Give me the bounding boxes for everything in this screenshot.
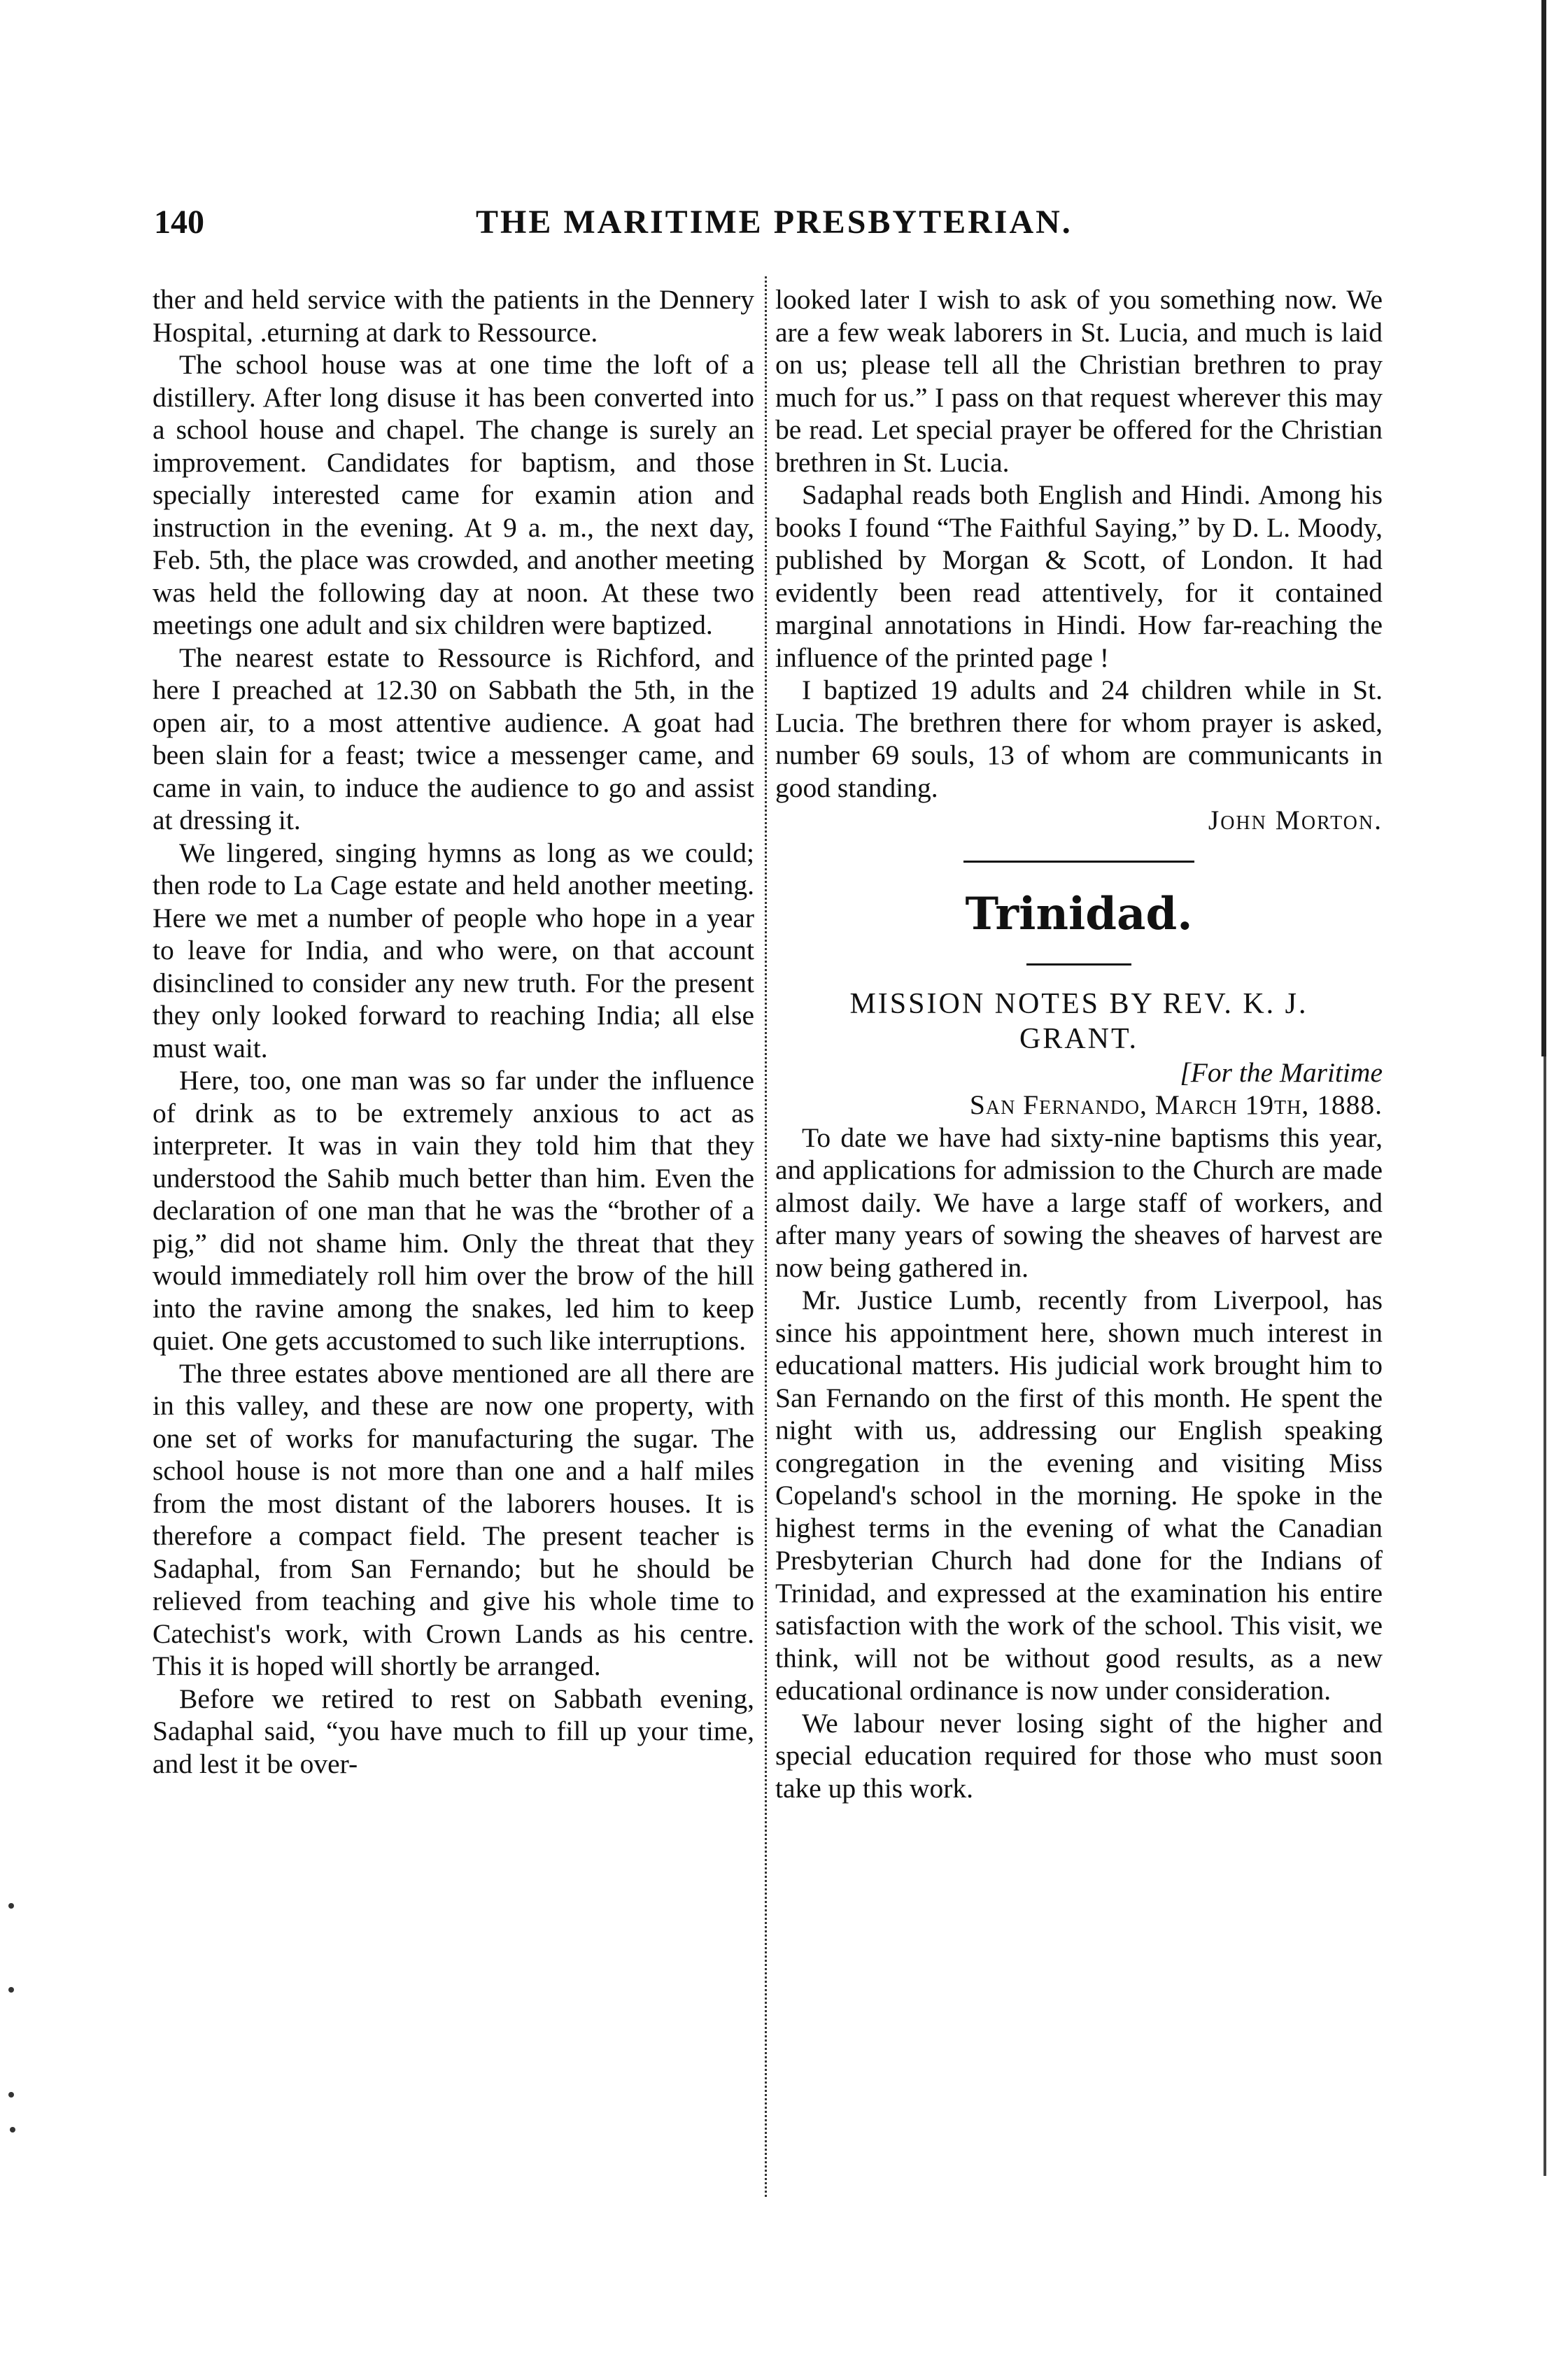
paragraph: I baptized 19 adults and 24 children while in St. Lucia. The brethren there for whom prayer is asked, number 69 souls, 13 of whom are communicants in good standing. <box>775 674 1383 803</box>
heading-rule <box>1026 963 1131 966</box>
running-head: THE MARITIME PRESBYTERIAN. <box>476 204 1073 241</box>
paragraph: Sadaphal reads both English and Hindi. Among his books I found “The Faithful Saying,” by D. L. Moody, published by Morgan & Scott, of London. It had evidently been read attentively, for it contained marginal annotations in Hindi. How far-reaching the influence of the printed page ! <box>775 479 1383 673</box>
left-column <box>153 283 754 1780</box>
article-title-line-1: MISSION NOTES BY REV. K. J. <box>849 987 1308 1020</box>
paragraph: ther and held service with the patients in the Dennery Hospital, .eturning at dark to Ressource. <box>153 284 754 348</box>
right-column <box>775 283 1383 1804</box>
paragraph: Before we retired to rest on Sabbath evening, Sadaphal said, “you have much to fill up your time, and lest it be over- <box>153 1683 754 1779</box>
margin-speck <box>8 2092 14 2098</box>
column-divider <box>765 276 767 2197</box>
article-body <box>775 1122 1383 1805</box>
paragraph: The school house was at one time the loft of a distillery. After long disuse it has been converted into a school house and chapel. The change is surely an improvement. Candidates for baptism, and those specially interested came for examin ation and instruction in the evening. At 9 a. m., the next day, Feb. 5th, the place was crowded, and another meeting was held the following day at noon. At these two meetings one adult and six children were baptized. <box>153 349 754 640</box>
margin-speck <box>10 2127 15 2133</box>
paragraph: To date we have had sixty-nine baptisms this year, and applications for admission to the Church are made almost daily. We have a large staff of workers, and after many years of sowing the sheaves of harvest are now being gathered in. <box>775 1122 1383 1283</box>
paragraph: We labour never losing sight of the higher and special education required for those who must soon take up this work. <box>775 1707 1383 1804</box>
page-header <box>154 203 1413 245</box>
article-title-line-2: GRANT. <box>1019 1022 1139 1055</box>
paragraph: looked later I wish to ask of you something now. We are a few weak laborers in St. Lucia, and much is laid on us; please tell all the Christian brethren to pray much for us.” I pass on that request wherever this may be read. Let special prayer be offered for the Christian brethren in St. Lucia. <box>775 284 1383 478</box>
signature: John Morton. <box>1208 805 1383 835</box>
margin-speck <box>8 1987 14 1993</box>
for-line: [For the Maritime <box>1180 1056 1383 1088</box>
paragraph: The nearest estate to Ressource is Richford, and here I preached at 12.30 on Sabbath the 5th, in the open air, to a most attentive audience. A goat had been slain for a feast; twice a messenger came, and came in vain, to induce the audience to go and assist at dressing it. <box>153 642 754 835</box>
page-number: 140 <box>154 204 204 241</box>
paragraph: We lingered, singing hymns as long as we could; then rode to La Cage estate and held another meeting. Here we met a number of people who hope in a year to leave for India, and who were, on that account disinclined to consider any new truth. For the present they only looked forward to reaching India; all else must wait. <box>153 837 754 1063</box>
section-rule <box>963 861 1194 863</box>
article-title <box>775 986 1383 1056</box>
page-edge-shadow-lower <box>1544 1056 1546 2176</box>
section-heading: Trinidad. <box>965 887 1193 940</box>
page-edge-shadow <box>1541 0 1546 1056</box>
right-column-continuation <box>775 283 1383 804</box>
margin-speck <box>8 1903 14 1909</box>
paragraph: Here, too, one man was so far under the influence of drink as to be extremely anxious to act as interpreter. It was in vain they told him that they understood the Sahib much better than him. Even the declaration of one man that he was the “brother of a pig,” did not shame him. Only the threat that they would immediately roll him over the brow of the hill into the ravine among the snakes, led him to keep quiet. One gets accustomed to such like interruptions. <box>153 1065 754 1356</box>
paragraph: The three estates above mentioned are all there are in this valley, and these are now one property, with one set of works for manufacturing the sugar. The school house is not more than one and a half miles from the most distant of the laborers houses. It is therefore a compact field. The present teacher is Sadaphal, from San Fernando; but he should be relieved from teaching and give his whole time to Catechist's work, with Crown Lands as his centre. This it is hoped will shortly be arranged. <box>153 1357 754 1681</box>
paragraph: Mr. Justice Lumb, recently from Liverpool, has since his appointment here, shown much interest in educational matters. His judicial work brought him to San Fernando on the first of this month. He spent the night with us, addressing our English speaking congregation in the evening and visiting Miss Copeland's school in the morning. He spoke in the highest terms in the evening of what the Canadian Presbyterian Church had done for the Indians of Trinidad, and expressed at the examination his entire satisfaction with the work of the school. This visit, we think, will not be without good results, as a new educational ordinance is now under consideration. <box>775 1285 1383 1706</box>
dateline: San Fernando, March 19th, 1888. <box>969 1089 1383 1120</box>
